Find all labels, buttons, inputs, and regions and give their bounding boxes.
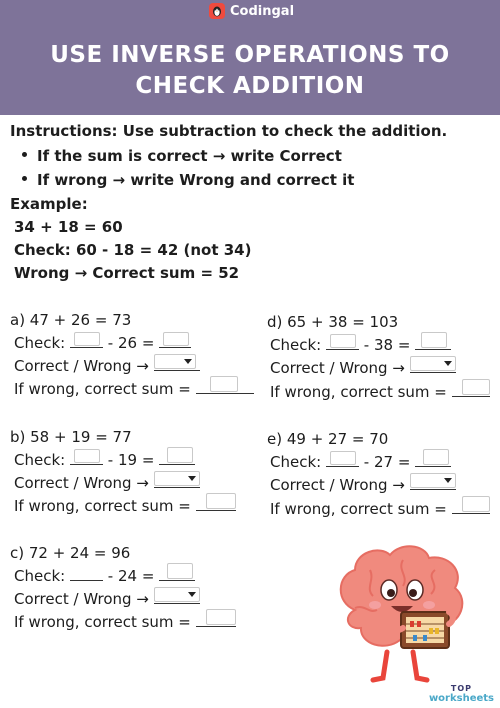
- header-banner: [0, 0, 500, 115]
- brand-logo: [209, 0, 294, 22]
- correct-sum-input[interactable]: [196, 497, 236, 511]
- question-e-check-row: Check: - 27 =: [270, 453, 451, 471]
- brand-name: Codingal: [230, 3, 295, 19]
- correct-wrong-dropdown[interactable]: [410, 359, 456, 373]
- question-c-check-row: Check: - 24 =: [14, 567, 195, 585]
- difference-blank-input[interactable]: [159, 567, 195, 581]
- question-b-equation: b) 58 + 19 = 77: [10, 428, 132, 446]
- correct-sum-input[interactable]: [452, 500, 490, 514]
- page-title: [0, 40, 500, 102]
- question-e-sum-row: If wrong, correct sum =: [270, 500, 490, 518]
- penguin-logo-icon: [209, 3, 225, 19]
- difference-blank-input[interactable]: [415, 453, 451, 467]
- difference-blank-input[interactable]: [415, 336, 451, 350]
- title-line-2: CHECK ADDITION: [135, 73, 365, 99]
- correct-wrong-dropdown[interactable]: [154, 474, 200, 488]
- correct-wrong-dropdown[interactable]: [410, 476, 456, 490]
- check-blank-input[interactable]: [70, 567, 103, 581]
- question-a-check-row: Check: - 26 =: [14, 334, 191, 352]
- question-d-equation: d) 65 + 38 = 103: [267, 313, 399, 331]
- example-line: Wrong → Correct sum = 52: [14, 264, 240, 282]
- question-d-sum-row: If wrong, correct sum =: [270, 383, 490, 401]
- question-a-equation: a) 47 + 26 = 73: [10, 311, 132, 329]
- question-e-verdict-row: Correct / Wrong →: [270, 476, 456, 494]
- title-line-1: USE INVERSE OPERATIONS TO: [50, 42, 450, 68]
- example-line: Check: 60 - 18 = 42 (not 34): [14, 241, 252, 259]
- correct-wrong-dropdown[interactable]: [154, 590, 200, 604]
- instructions-heading: Instructions: Use subtraction to check the addition.: [10, 122, 448, 140]
- question-d-verdict-row: Correct / Wrong →: [270, 359, 456, 377]
- difference-blank-input[interactable]: [159, 451, 195, 465]
- question-c-verdict-row: Correct / Wrong →: [14, 590, 200, 608]
- question-d-check-row: Check: - 38 =: [270, 336, 451, 354]
- question-c-sum-row: If wrong, correct sum =: [14, 613, 236, 631]
- check-blank-input[interactable]: [326, 453, 359, 467]
- correct-sum-input[interactable]: [196, 380, 254, 394]
- question-b-sum-row: If wrong, correct sum =: [14, 497, 236, 515]
- brain-abacus-illustration: [325, 540, 475, 690]
- instruction-bullet: If the sum is correct → write Correct: [22, 147, 342, 165]
- difference-blank-input[interactable]: [159, 334, 191, 348]
- topworksheets-logo: [429, 684, 494, 704]
- check-blank-input[interactable]: [326, 336, 359, 350]
- question-a-sum-row: If wrong, correct sum =: [14, 380, 254, 398]
- check-blank-input[interactable]: [70, 334, 103, 348]
- chevron-down-icon: [188, 476, 196, 481]
- example-line: 34 + 18 = 60: [14, 218, 123, 236]
- check-blank-input[interactable]: [70, 451, 103, 465]
- instruction-bullet: If wrong → write Wrong and correct it: [22, 171, 354, 189]
- chevron-down-icon: [444, 361, 452, 366]
- chevron-down-icon: [184, 359, 192, 364]
- chevron-down-icon: [188, 592, 196, 597]
- question-b-check-row: Check: - 19 =: [14, 451, 195, 469]
- correct-sum-input[interactable]: [196, 613, 236, 627]
- example-label: Example:: [10, 195, 88, 213]
- question-b-verdict-row: Correct / Wrong →: [14, 474, 200, 492]
- question-a-verdict-row: Correct / Wrong →: [14, 357, 200, 375]
- correct-wrong-dropdown[interactable]: [154, 357, 200, 371]
- correct-sum-input[interactable]: [452, 383, 490, 397]
- chevron-down-icon: [444, 478, 452, 483]
- question-e-equation: e) 49 + 27 = 70: [267, 430, 389, 448]
- footer-brand-line-2: worksheets: [428, 693, 494, 704]
- question-c-equation: c) 72 + 24 = 96: [10, 544, 131, 562]
- footer-brand-line-1: TOP: [450, 684, 473, 693]
